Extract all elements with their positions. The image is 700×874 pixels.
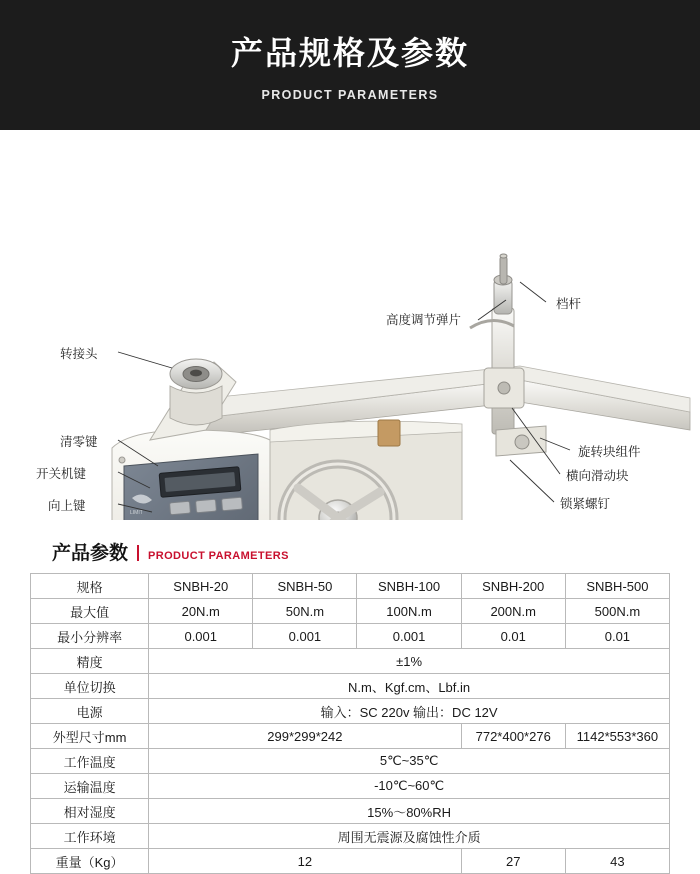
table-cell: ±1% — [149, 649, 670, 674]
table-cell: 500N.m — [565, 599, 669, 624]
spec-table — [30, 573, 670, 874]
label-height-spring: 高度调节弹片 — [386, 313, 462, 327]
params-title-cn: 产品参数 — [52, 543, 129, 564]
table-cell: 5℃~35℃ — [149, 749, 670, 774]
table-cell: 20N.m — [149, 599, 253, 624]
table-cell: 100N.m — [357, 599, 461, 624]
row-label: 运输温度 — [31, 774, 149, 799]
table-cell: 0.01 — [461, 624, 565, 649]
table-cell: 772*400*276 — [461, 724, 565, 749]
table-cell: SNBH-50 — [253, 574, 357, 599]
spec-table-wrap — [0, 573, 700, 874]
table-row — [31, 774, 670, 799]
params-heading — [0, 520, 700, 573]
table-cell: 0.01 — [565, 624, 669, 649]
table-row — [31, 574, 670, 599]
row-label: 单位切换 — [31, 674, 149, 699]
params-title-en: PRODUCT PARAMETERS — [148, 550, 289, 562]
table-cell: SNBH-500 — [565, 574, 669, 599]
label-stop-rod: 档杆 — [556, 297, 582, 311]
row-label: 规格 — [31, 574, 149, 599]
row-label: 外型尺寸mm — [31, 724, 149, 749]
table-cell: 27 — [461, 849, 565, 874]
table-cell: SNBH-200 — [461, 574, 565, 599]
label-up-key: 向上键 — [48, 499, 86, 513]
table-row — [31, 599, 670, 624]
table-row — [31, 799, 670, 824]
product-diagram — [0, 130, 700, 520]
table-cell: 15%～80%RH — [149, 799, 670, 824]
table-cell: 0.001 — [149, 624, 253, 649]
table-cell: SNBH-20 — [149, 574, 253, 599]
table-row — [31, 699, 670, 724]
label-adapter: 转接头 — [60, 347, 98, 361]
page-subtitle: PRODUCT PARAMETERS — [261, 88, 439, 102]
row-label: 工作环境 — [31, 824, 149, 849]
table-row — [31, 824, 670, 849]
table-cell: 1142*553*360 — [565, 724, 669, 749]
row-label: 最大值 — [31, 599, 149, 624]
label-lock-screw: 锁紧螺钉 — [560, 497, 611, 511]
table-row — [31, 724, 670, 749]
label-rotate-block: 旋转块组件 — [578, 445, 641, 459]
row-label: 电源 — [31, 699, 149, 724]
table-cell: 0.001 — [253, 624, 357, 649]
row-label: 相对湿度 — [31, 799, 149, 824]
table-cell: 12 — [149, 849, 461, 874]
label-lateral-slider: 横向滑动块 — [566, 469, 629, 483]
label-power-key: 开关机键 — [36, 467, 87, 481]
divider — [137, 545, 139, 561]
row-label: 重量（Kg） — [31, 849, 149, 874]
table-row — [31, 749, 670, 774]
table-cell: SNBH-100 — [357, 574, 461, 599]
table-cell: 周围无震源及腐蚀性介质 — [149, 824, 670, 849]
table-cell: 299*299*242 — [149, 724, 461, 749]
label-zero-key: 清零键 — [60, 435, 98, 449]
diagram-illustration — [0, 130, 700, 520]
table-row — [31, 649, 670, 674]
table-row — [31, 849, 670, 874]
row-label: 工作温度 — [31, 749, 149, 774]
row-label: 精度 — [31, 649, 149, 674]
row-label: 最小分辨率 — [31, 624, 149, 649]
svg-text:LIMIT: LIMIT — [130, 510, 143, 516]
table-row — [31, 674, 670, 699]
table-cell: 43 — [565, 849, 669, 874]
table-cell: 输入：SC 220v 输出：DC 12V — [149, 699, 670, 724]
table-row — [31, 624, 670, 649]
table-cell: 200N.m — [461, 599, 565, 624]
table-cell: 50N.m — [253, 599, 357, 624]
page-title: 产品规格及参数 — [230, 35, 469, 71]
page-header — [0, 0, 700, 130]
table-cell: -10℃~60℃ — [149, 774, 670, 799]
table-cell: N.m、Kgf.cm、Lbf.in — [149, 674, 670, 699]
table-cell: 0.001 — [357, 624, 461, 649]
